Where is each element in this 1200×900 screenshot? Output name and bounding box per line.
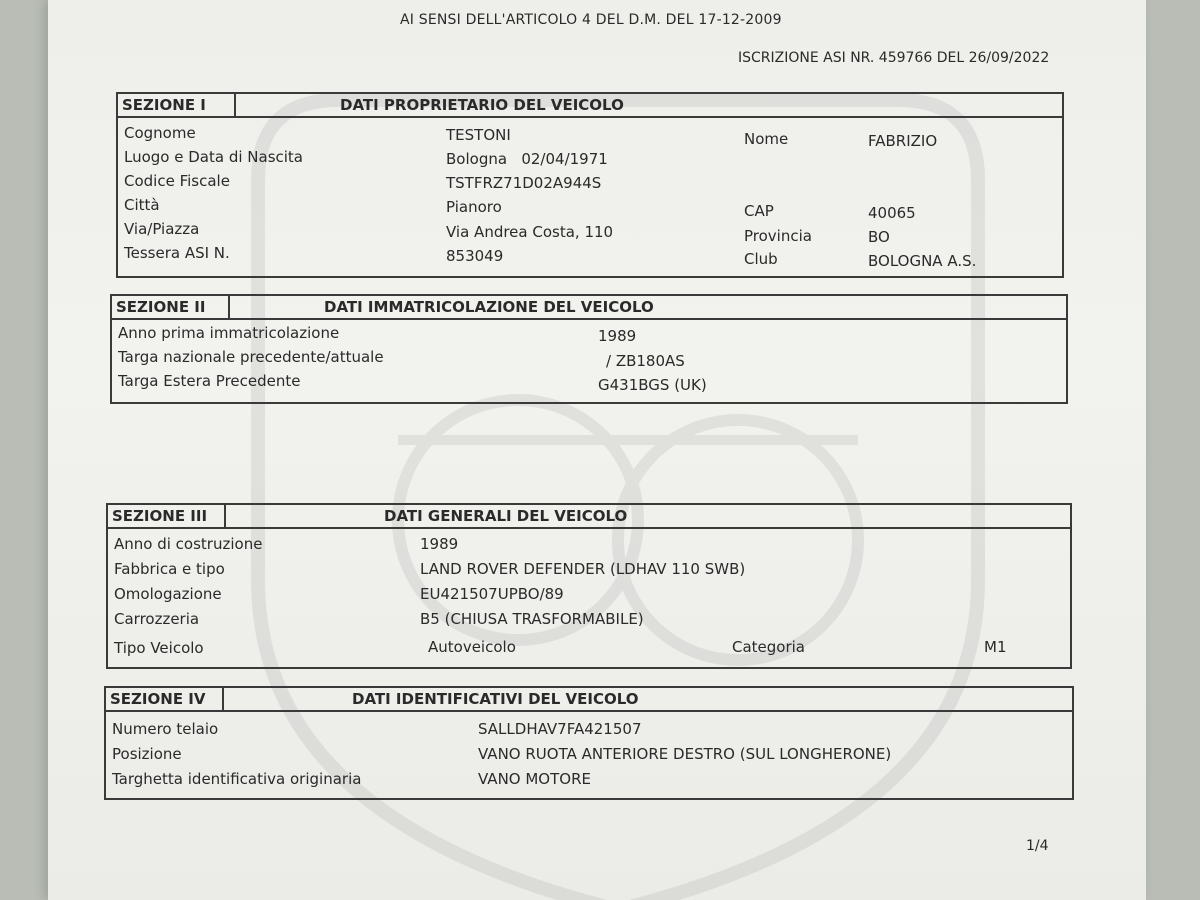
field-label: Posizione bbox=[112, 745, 182, 763]
field-value: 40065 bbox=[868, 204, 916, 222]
page-number: 1/4 bbox=[1026, 838, 1049, 854]
field-label: Nome bbox=[744, 130, 789, 148]
document-sheet bbox=[48, 0, 1146, 900]
field-value: SALLDHAV7FA421507 bbox=[478, 720, 642, 738]
field-value: BOLOGNA A.S. bbox=[868, 252, 977, 270]
field-value: TESTONI bbox=[446, 126, 511, 144]
decree-heading: AI SENSI DELL'ARTICOLO 4 DEL D.M. DEL 17-12-2009 bbox=[400, 12, 782, 28]
section-title: DATI PROPRIETARIO DEL VEICOLO bbox=[340, 96, 624, 114]
field-label: Tipo Veicolo bbox=[114, 639, 204, 657]
section-title: DATI IDENTIFICATIVI DEL VEICOLO bbox=[352, 690, 639, 708]
field-label: Numero telaio bbox=[112, 720, 219, 738]
section-header bbox=[108, 505, 1070, 529]
field-label: Fabbrica e tipo bbox=[114, 560, 225, 578]
field-value: 1989 bbox=[420, 535, 459, 553]
field-label: Targhetta identificativa originaria bbox=[112, 770, 362, 788]
field-label: Via/Piazza bbox=[124, 220, 200, 238]
section-title: DATI IMMATRICOLAZIONE DEL VEICOLO bbox=[324, 298, 654, 316]
field-value: BO bbox=[868, 228, 890, 246]
section-header bbox=[112, 296, 1066, 320]
section-owner bbox=[116, 92, 1064, 278]
field-value: / ZB180AS bbox=[606, 352, 685, 370]
field-value: Bologna 02/04/1971 bbox=[446, 150, 608, 168]
field-value: B5 (CHIUSA TRASFORMABILE) bbox=[420, 610, 644, 628]
field-label: Targa Estera Precedente bbox=[118, 372, 301, 390]
field-label: Targa nazionale precedente/attuale bbox=[118, 348, 384, 366]
field-label: Provincia bbox=[744, 227, 812, 245]
field-label: Cognome bbox=[124, 124, 196, 142]
field-value: G431BGS (UK) bbox=[598, 376, 707, 394]
field-label: Tessera ASI N. bbox=[124, 244, 230, 262]
field-value: 1989 bbox=[598, 327, 637, 345]
section-number: SEZIONE III bbox=[108, 505, 226, 527]
section-header bbox=[106, 688, 1072, 712]
field-label: Anno di costruzione bbox=[114, 535, 263, 553]
field-label: CAP bbox=[744, 202, 774, 220]
registration-number: ISCRIZIONE ASI NR. 459766 DEL 26/09/2022 bbox=[738, 50, 1050, 66]
field-label: Anno prima immatricolazione bbox=[118, 324, 340, 342]
field-value: M1 bbox=[984, 638, 1007, 656]
field-label: Carrozzeria bbox=[114, 610, 200, 628]
field-value: Autoveicolo bbox=[428, 638, 516, 656]
field-value: 853049 bbox=[446, 247, 504, 265]
field-value: EU421507UPBO/89 bbox=[420, 585, 564, 603]
section-registration bbox=[110, 294, 1068, 404]
section-number: SEZIONE I bbox=[118, 94, 236, 116]
field-label: Città bbox=[124, 196, 160, 214]
field-label: Codice Fiscale bbox=[124, 172, 230, 190]
section-number: SEZIONE II bbox=[112, 296, 230, 318]
section-number: SEZIONE IV bbox=[106, 688, 224, 710]
field-label: Luogo e Data di Nascita bbox=[124, 148, 303, 166]
field-value: Via Andrea Costa, 110 bbox=[446, 223, 614, 241]
field-label: Omologazione bbox=[114, 585, 222, 603]
section-header bbox=[118, 94, 1062, 118]
field-value: VANO RUOTA ANTERIORE DESTRO (SUL LONGHERONE) bbox=[478, 745, 892, 763]
field-label: Club bbox=[744, 250, 778, 268]
section-identification bbox=[104, 686, 1074, 800]
section-general bbox=[106, 503, 1072, 669]
field-value: TSTFRZ71D02A944S bbox=[446, 174, 602, 192]
field-value: LAND ROVER DEFENDER (LDHAV 110 SWB) bbox=[420, 560, 746, 578]
field-label: Categoria bbox=[732, 638, 806, 656]
field-value: VANO MOTORE bbox=[478, 770, 591, 788]
section-title: DATI GENERALI DEL VEICOLO bbox=[384, 507, 628, 525]
field-value: FABRIZIO bbox=[868, 132, 938, 150]
field-value: Pianoro bbox=[446, 198, 502, 216]
